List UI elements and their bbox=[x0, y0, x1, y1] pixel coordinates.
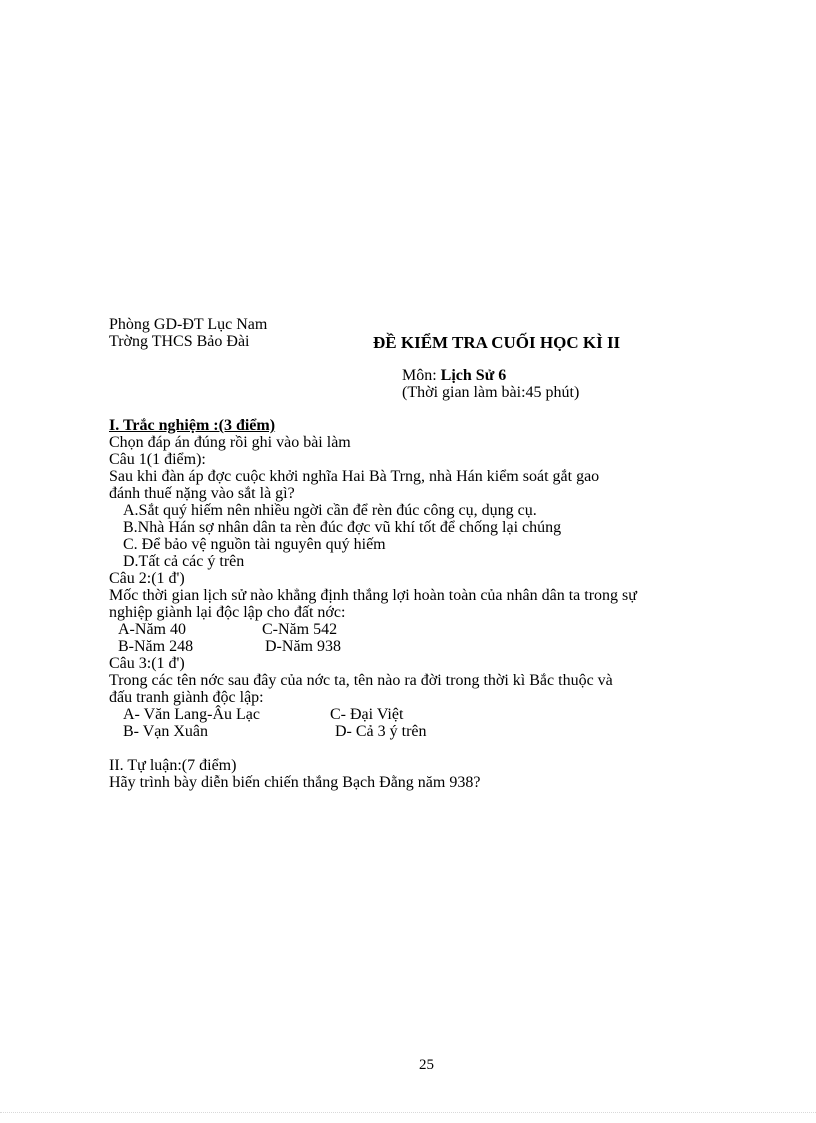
q3-text-line2: đấu tranh giành độc lập: bbox=[109, 689, 264, 706]
subject-line bbox=[402, 367, 506, 384]
section1-instruction: Chọn đáp án đúng rồi ghi vào bài làm bbox=[109, 434, 351, 451]
q2-option-d: D-Năm 938 bbox=[265, 638, 341, 655]
q3-option-d: D- Cả 3 ý trên bbox=[335, 723, 427, 740]
q2-text-line2: nghiệp giành lại độc lập cho đất nớc: bbox=[109, 604, 346, 621]
q1-option-a: A.Sắt quý hiếm nên nhiều ngời cần để rèn đúc công cụ, dụng cụ. bbox=[123, 502, 537, 519]
q3-option-c: C- Đại Việt bbox=[330, 706, 404, 723]
q2-label: Câu 2:(1 đ') bbox=[109, 570, 185, 587]
q2-text-line1: Mốc thời gian lịch sử nào khẳng định thắng lợi hoàn toàn của nhân dân ta trong sự bbox=[109, 587, 637, 604]
q2-option-b: B-Năm 248 bbox=[118, 638, 194, 655]
q1-text-line1: Sau khi đàn áp đợc cuộc khởi nghĩa Hai Bà Trng, nhà Hán kiểm soát gắt gao bbox=[109, 468, 600, 485]
q2-option-a: A-Năm 40 bbox=[118, 621, 186, 638]
q3-label: Câu 3:(1 đ') bbox=[109, 655, 185, 672]
page-bottom-divider bbox=[0, 1112, 816, 1113]
exam-title: ĐỀ KIỂM TRA CUỐI HỌC KÌ II bbox=[373, 333, 621, 352]
q3-text-line1: Trong các tên nớc sau đây của nớc ta, tên nào ra đời trong thời kì Bắc thuộc và bbox=[109, 672, 613, 689]
q1-option-d: D.Tất cả các ý trên bbox=[123, 553, 245, 570]
subject-label: Môn: bbox=[402, 367, 441, 384]
q1-option-c: C. Để bảo vệ nguồn tài nguyên quý hiếm bbox=[123, 536, 386, 553]
q1-option-b: B.Nhà Hán sợ nhân dân ta rèn đúc đợc vũ khí tốt để chống lại chúng bbox=[123, 519, 562, 536]
exam-duration: (Thời gian làm bài:45 phút) bbox=[402, 384, 580, 401]
q1-label: Câu 1(1 điểm): bbox=[109, 451, 206, 468]
section1-heading: I. Trắc nghiệm :(3 điểm) bbox=[109, 417, 276, 434]
section2-heading: II. Tự luận:(7 điểm) bbox=[109, 757, 237, 774]
department-name: Phòng GD-ĐT Lục Nam bbox=[109, 316, 268, 333]
school-name: Trờng THCS Bảo Đài bbox=[109, 333, 250, 350]
q3-option-b: B- Vạn Xuân bbox=[123, 723, 209, 740]
section2-question: Hãy trình bày diễn biến chiến thắng Bạch Đằng năm 938? bbox=[109, 774, 481, 791]
q2-option-c: C-Năm 542 bbox=[262, 621, 338, 638]
page-number: 25 bbox=[419, 1057, 434, 1073]
q3-option-a: A- Văn Lang-Âu Lạc bbox=[123, 706, 260, 723]
subject-name: Lịch Sử 6 bbox=[440, 367, 507, 384]
q1-text-line2: đánh thuế nặng vào sắt là gì? bbox=[109, 485, 295, 502]
